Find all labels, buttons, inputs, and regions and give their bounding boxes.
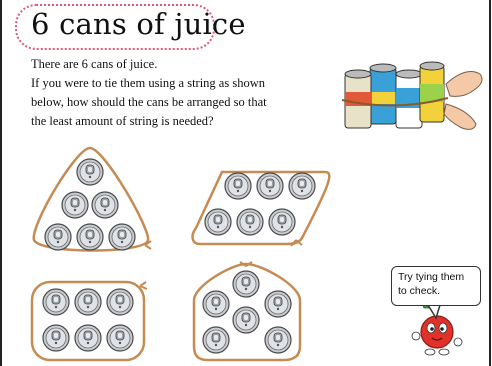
problem-line: There are 6 cans of juice. <box>31 57 158 71</box>
can <box>233 271 259 297</box>
can <box>203 327 229 353</box>
can <box>265 291 291 317</box>
can <box>205 209 231 235</box>
problem-line: If you were to tie them using a string as shown <box>31 76 265 90</box>
can <box>225 173 251 199</box>
can <box>43 325 69 351</box>
arrangement-rectangle <box>32 282 147 360</box>
can <box>265 327 291 353</box>
hands-tying-cans-illustration <box>342 62 482 129</box>
arrangement-triangle <box>34 148 151 251</box>
can <box>109 224 135 250</box>
can <box>62 192 88 218</box>
bubble-line: to check. <box>398 284 441 297</box>
can <box>77 159 103 185</box>
can <box>75 289 101 315</box>
problem-line: the least amount of string is needed? <box>31 114 214 128</box>
can <box>107 289 133 315</box>
problem-line: below, how should the cans be arranged so that <box>31 95 267 109</box>
can <box>45 224 71 250</box>
can <box>77 224 103 250</box>
bubble-line: Try tying them <box>398 271 465 283</box>
can <box>43 289 69 315</box>
can <box>233 307 259 333</box>
can <box>289 173 315 199</box>
can <box>237 209 263 235</box>
page-title: 6 cans of juice <box>31 7 246 41</box>
can <box>257 173 283 199</box>
arrangement-house <box>194 262 300 360</box>
can <box>75 325 101 351</box>
arrangement-parallelogram <box>193 172 330 246</box>
can <box>269 209 295 235</box>
can <box>92 192 118 218</box>
can <box>203 291 229 317</box>
can <box>107 325 133 351</box>
speech-bubble <box>391 266 481 306</box>
